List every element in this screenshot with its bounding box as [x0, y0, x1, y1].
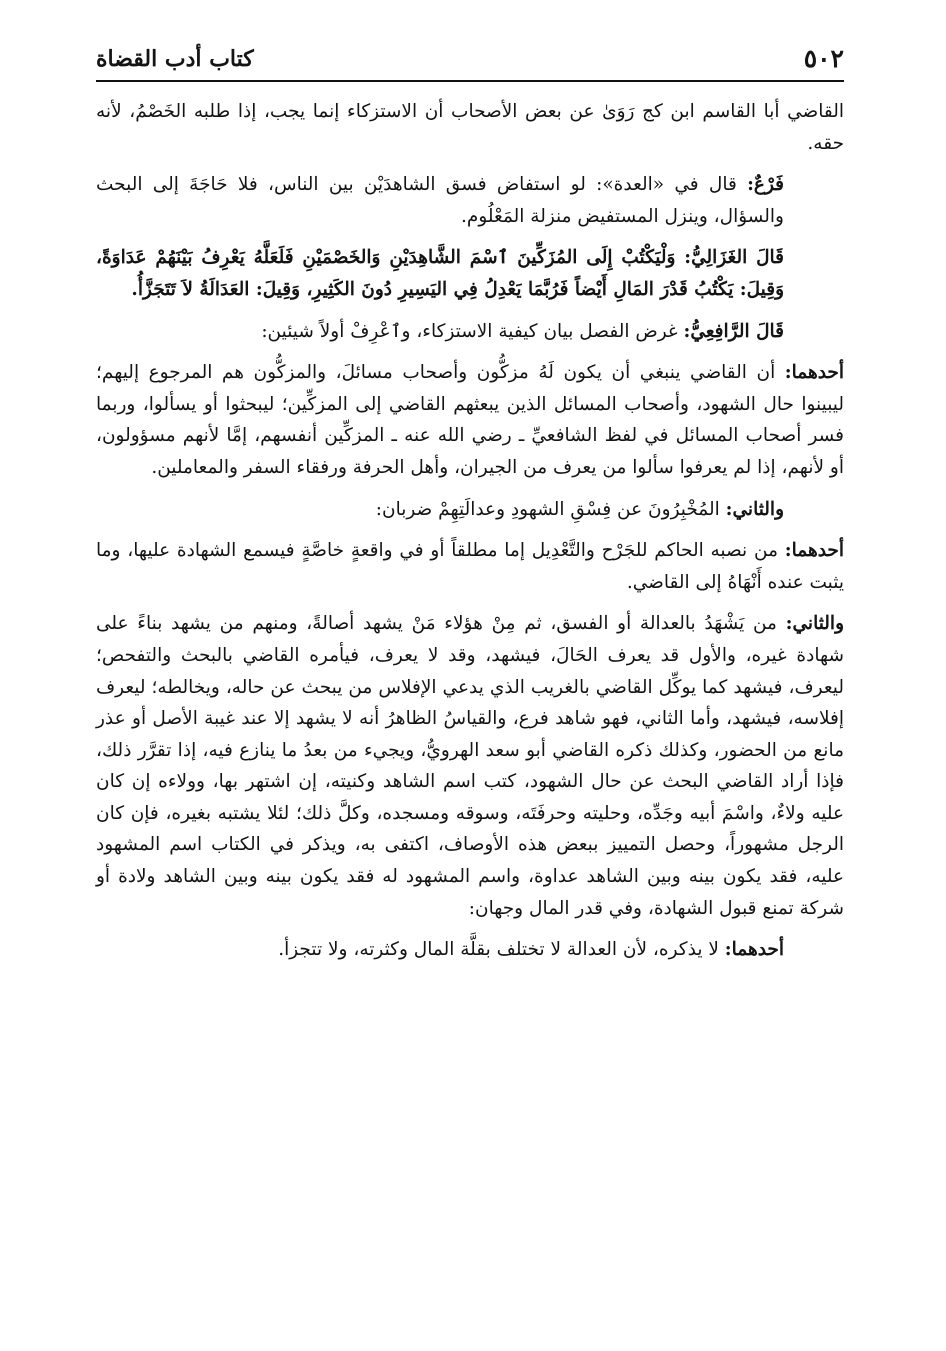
paragraph-final — [96, 934, 844, 966]
page-number: ٥٠٢ — [803, 44, 844, 73]
paragraph-text: غرض الفصل بيان كيفية الاستزكاء، وٱعْرِفْ أولاً شيئين: — [261, 320, 684, 342]
paragraph-1 — [96, 96, 844, 159]
paragraph-lead: فَرْعٌ: — [747, 174, 784, 196]
paragraph-text: أن القاضي ينبغي أن يكون لَهُ مزكُّون وأصحاب مسائلَ، والمزكُّون هم المرجوع إليهم؛ ليبينوا حال الشهود، وأصحاب المسائل الذين يبعثهم القاضي إلى المزكِّين؛ ليبحثوا أو يسألوا، وربما فسر أصحاب المسائل في لفظ الشافعيِّ ـ رضي الله عنه ـ المزكِّين أنفسهم، إمَّا لأنهم مسؤولون، أو لأنهم، إذا لم يعرفوا سألوا من يعرف من الجيران، وأهل الحرفة ورفقاء السفر والمعاملين. — [96, 362, 844, 478]
paragraph-first-thing — [96, 357, 844, 483]
paragraph-text: من نصبه الحاكم للجَرْح والتَّعْدِيل إما مطلقاً أو في واقعةٍ خاصَّةٍ فيسمع الشهادة عليها، وما يثبت عنده أَنْهَاهُ إلى القاضي. — [96, 540, 844, 593]
paragraph-lead: قَالَ الغَزَالِيُّ: — [684, 247, 784, 269]
paragraph-second-type — [96, 608, 844, 924]
paragraph-text: المُخْبِرُونَ عن فِسْقِ الشهودِ وعدالَتِهِمْ ضربان: — [375, 498, 726, 520]
paragraph-lead: والثاني: — [725, 498, 784, 520]
paragraph-text: قال في «العدة»: لو استفاض فسق الشاهدَيْن بين الناس، فلا حَاجَةَ إلى البحث والسؤال، وينزل المستفيض منزلة المَعْلُوم. — [96, 174, 784, 227]
paragraph-lead: أحدهما: — [724, 939, 784, 961]
paragraph-rafii — [96, 316, 844, 348]
paragraph-text: لا يذكره، لأن العدالة لا تختلف بقلَّة المال وكثرته، ولا تتجزأ. — [278, 939, 725, 961]
paragraph-second-thing — [96, 494, 844, 526]
paragraph-first-type — [96, 535, 844, 598]
paragraph-lead: أحدهما: — [784, 540, 844, 562]
running-header — [96, 40, 844, 82]
book-title: كتاب أدب القضاة — [96, 46, 254, 72]
paragraph-far-note — [96, 169, 844, 232]
paragraph-text: وَلْيَكْتُبْ إِلَى المُزَكِّينَ ٱسْمَ الشَّاهِدَيْنِ وَالخَصْمَيْنِ فَلَعَلَّهُ يَعْرِفُ بَيْنَهُمْ عَدَاوَةً، وَقِيلَ: يَكْتُبُ قَدْرَ المَالِ أَيْضاً فَرُبَّمَا يَعْدِلُ فِي اليَسِيرِ دُونَ الكَثِيرِ، وَقِيلَ: العَدَالَةُ لاَ تَتَجَزَّأُ. — [96, 247, 784, 300]
text-body — [96, 96, 844, 976]
paragraph-ghazali — [96, 242, 844, 305]
paragraph-lead: أحدهما: — [784, 362, 844, 384]
paragraph-text: من يَشْهَدُ بالعدالة أو الفسق، ثم مِنْ هؤلاء مَنْ يشهد أصالةً، ومنهم من يشهد بناءً على شهادة غيره، والأول قد يعرف الحَالَ، فيشهد، وقد لا يعرف، فيأمره القاضي بالبحث والتفحص؛ ليعرف، فيشهد كما يوكِّل القاضي بالغريب الذي يدعي الإفلاس من يبحث عن حاله، ويخالطه؛ ليعرف إفلاسه، فيشهد، وأما الثاني، فهو شاهد فرع، والقياسُ الظاهرُ أنه لا يشهد إلا عند غيبة الأصل أو عذر مانع من الحضور، وكذلك ذكره القاضي أبو سعد الهرويُّ، ويجيء من بعدُ ما ينازع فيه، إذا تقرَّر ذلك، فإذا أراد القاضي البحث عن حال الشهود، كتب اسم الشاهد وكنيته، إن اشتهر بها، وولاءه إن كان عليه ولاءٌ، واسْمَ أبيه وجَدِّه، وحليته وحرفَتَه، وسوقه ومسجده، وكلَّ ذلك؛ لئلا يشتبه بغيره، فإن كان الرجل مشهوراً، وحصل التمييز ببعض هذه الأوصاف، اكتفى به، ويذكر في الكتاب اسم المشهود عليه، فقد يكون بينه وبين الشاهد عداوة، واسم المشهود له فقد يكون بينه وبين الشاهد ولادة أو شركة تمنع قبول الشهادة، وفي قدر المال وجهان: — [96, 613, 844, 919]
paragraph-lead: قَالَ الرَّافِعِيُّ: — [683, 320, 784, 342]
paragraph-lead: والثاني: — [785, 613, 844, 635]
paragraph-text: القاضي أبا القاسم ابن كج رَوَىٰ عن بعض الأصحاب أن الاستزكاء إنما يجب، إذا طلبه الخَصْمُ، لأنه حقه. — [96, 101, 844, 154]
